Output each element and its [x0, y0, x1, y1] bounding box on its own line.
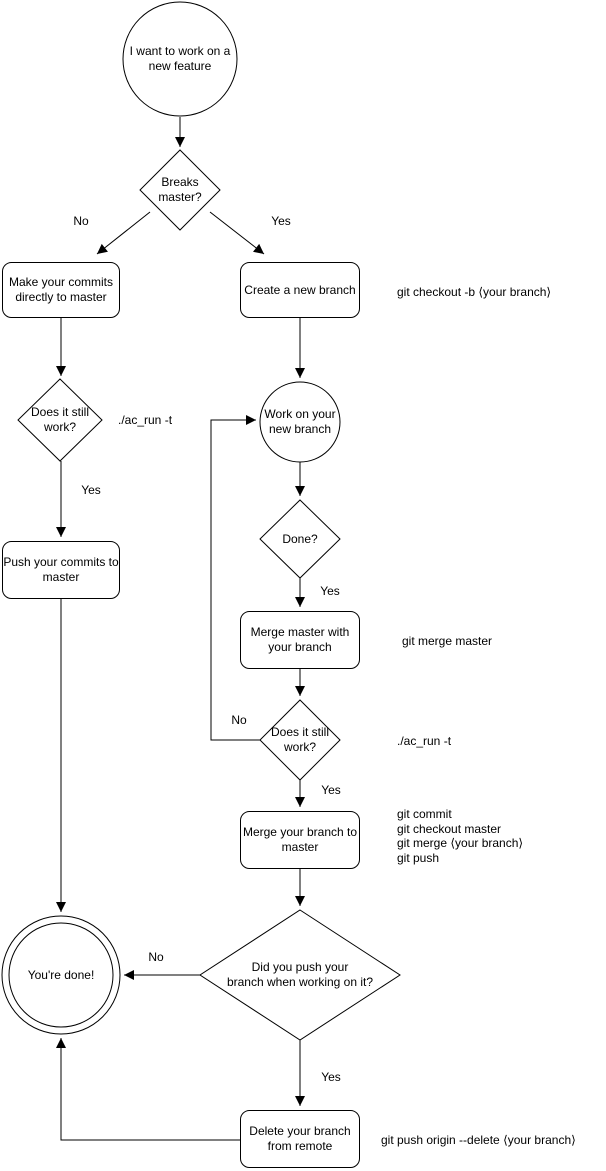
edge-label-does2-no: No — [231, 713, 247, 727]
edge-label-pushq-yes: Yes — [321, 1070, 341, 1084]
breaks-master-diamond — [140, 150, 220, 230]
push-question-label: Did you push your branch when working on it? — [226, 960, 374, 989]
push-commits-label: Push your commits to master — [3, 555, 119, 584]
edge-breaks-no — [97, 212, 150, 254]
does-it-work-1-diamond — [18, 379, 102, 461]
annotation-ac-run-2: ./ac_run -t — [397, 734, 452, 748]
annotation-merge-cmd-line: git push — [397, 850, 440, 865]
create-branch-label: Create a new branch — [244, 282, 356, 297]
annotation-merge-cmd-line: git commit — [397, 807, 452, 821]
work-branch-circle — [260, 382, 340, 462]
delete-remote-label: Delete your branch from remote — [249, 1124, 351, 1153]
edge-delete-to-done — [61, 1038, 240, 1140]
annotation-merge-cmd-line: git merge ⟨your branch⟩ — [397, 836, 524, 850]
push-question-diamond — [200, 910, 400, 1040]
make-commits-box — [3, 263, 120, 318]
merge-branch-label: Merge your branch to master — [242, 825, 358, 854]
annotation-merge-master-cmd: git merge master — [402, 634, 493, 648]
work-branch-label: Work on your new branch — [264, 407, 336, 436]
start-label: I want to work on a new feature — [129, 44, 231, 73]
edge-breaks-yes — [210, 212, 264, 254]
done-diamond — [260, 500, 340, 578]
annotation-merge-cmd-line: git checkout master — [397, 821, 502, 836]
start-circle — [123, 2, 237, 116]
youre-done-label: You're done! — [27, 967, 95, 982]
edge-label-breaks-no: No — [73, 214, 89, 228]
does-it-work-2-label: Does it still work? — [270, 725, 329, 754]
done-q-label: Done? — [282, 531, 318, 546]
push-commits-box — [3, 542, 120, 599]
annotation-merge-cmds — [397, 807, 523, 865]
annotation-delete-cmd: git push origin --delete ⟨your branch⟩ — [381, 1133, 576, 1147]
delete-remote-box — [241, 1111, 360, 1168]
annotation-ac-run-1: ./ac_run -t — [118, 413, 173, 427]
breaks-master-label: Breaks master? — [158, 175, 202, 204]
does-it-work-2-diamond — [260, 700, 340, 780]
edge-label-breaks-yes: Yes — [271, 214, 291, 228]
merge-master-label: Merge master with your branch — [250, 625, 350, 654]
does-it-work-1-label: Does it still work? — [30, 405, 89, 434]
edge-does2-no-loop — [211, 420, 260, 740]
merge-branch-box — [241, 812, 360, 869]
done-circle-inner — [9, 923, 113, 1027]
make-commits-label: Make your commits directly to master — [8, 275, 114, 304]
annotation-checkout-cmd: git checkout -b ⟨your branch⟩ — [397, 285, 552, 299]
edge-label-does2-yes: Yes — [321, 783, 341, 797]
edge-label-pushq-no: No — [148, 950, 164, 964]
create-branch-box — [241, 263, 360, 318]
edge-label-does1-yes: Yes — [81, 483, 101, 497]
edge-label-doneq-yes: Yes — [320, 584, 340, 598]
merge-master-box — [241, 612, 360, 669]
